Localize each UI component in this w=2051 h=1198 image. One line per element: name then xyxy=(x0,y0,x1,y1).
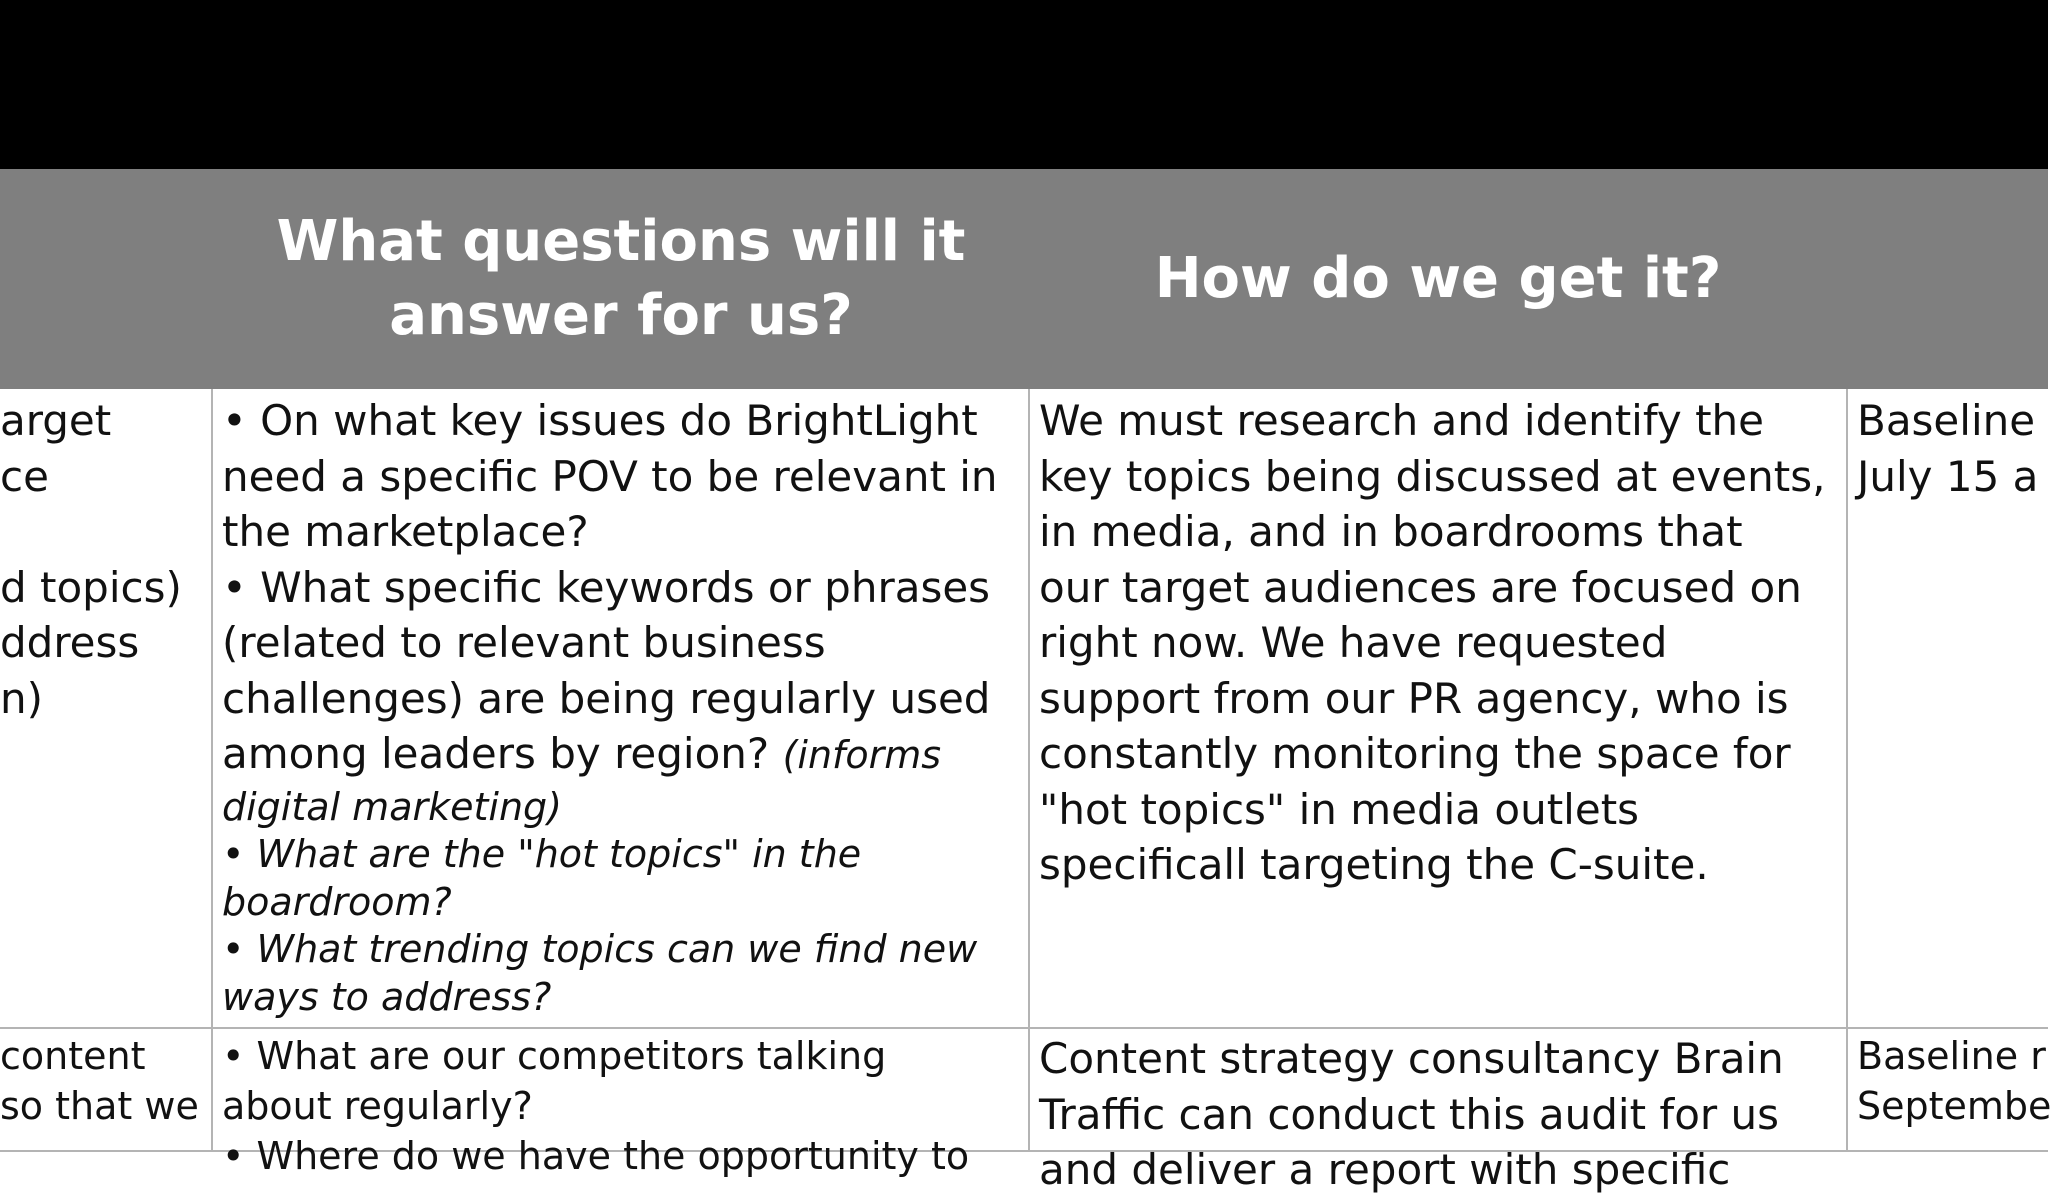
row1-questions-line: the marketplace? xyxy=(222,507,589,556)
row1-col0-line xyxy=(0,504,208,560)
row1-how-line: right now. We have requested xyxy=(1039,618,1668,667)
row1-questions-line: (related to relevant business xyxy=(222,618,826,667)
row2-questions-line: about regularly? xyxy=(222,1084,533,1128)
row2-questions-line: • What are our competitors talking xyxy=(222,1034,887,1078)
row1-questions-line: • What specific keywords or phrases xyxy=(222,562,991,612)
row2-col3-line: Baseline r xyxy=(1857,1034,2046,1078)
row1-how-line: our target audiences are focused on xyxy=(1039,562,1802,612)
row1-questions-italic-line: boardroom? xyxy=(222,879,452,924)
row1-how-line: key topics being discussed at events, xyxy=(1039,451,1826,501)
row1-col0-line: d topics) xyxy=(0,562,182,612)
row2-how-cell xyxy=(1039,1031,1839,1194)
row2-how-line: and deliver a report with specific xyxy=(1039,1145,1731,1194)
row2-col0-line: content xyxy=(0,1034,146,1078)
row1-questions-text: among leaders by region? xyxy=(222,729,783,778)
row-divider xyxy=(0,1027,2048,1029)
row1-col3-cell xyxy=(1857,393,2048,504)
row1-col3-line: Baseline xyxy=(1857,396,2036,445)
row2-questions-line: • Where do we have the opportunity to xyxy=(222,1134,970,1178)
row1-questions-italic-line: • What are the "hot topics" in the xyxy=(222,832,862,876)
row1-how-cell xyxy=(1039,393,1839,893)
row1-col3-line: July 15 a xyxy=(1857,451,2039,501)
row2-questions-cell xyxy=(222,1031,1022,1178)
row1-questions-line: need a specific POV to be relevant in xyxy=(222,451,998,501)
row2-col0-line: so that we xyxy=(0,1084,199,1128)
row2-how-line: Content strategy consultancy Brain xyxy=(1039,1034,1784,1083)
header-questions xyxy=(213,169,1029,389)
row2-col3-line: Septembe xyxy=(1857,1084,2051,1128)
row1-col0-line: ddress xyxy=(0,618,140,667)
column-divider-1 xyxy=(211,389,213,1152)
column-divider-2 xyxy=(1028,389,1030,1152)
row2-how-line: Traffic can conduct this audit for us xyxy=(1039,1089,1780,1139)
row1-how-line: support from our PR agency, who is xyxy=(1039,673,1789,723)
row1-how-line: in media, and in boardrooms that xyxy=(1039,507,1743,556)
row1-questions-italic-line: • What trending topics can we find new xyxy=(222,927,978,971)
header-questions-line1: What questions will it xyxy=(276,209,966,274)
column-divider-3 xyxy=(1846,389,1848,1152)
row2-col3-cell xyxy=(1857,1031,2051,1150)
row2-col0-cell xyxy=(0,1031,208,1150)
row1-col0-cell xyxy=(0,393,208,726)
row1-how-line: "hot topics" in media outlets xyxy=(1039,784,1640,834)
header-how xyxy=(1030,169,1846,389)
row1-col0-line: n) xyxy=(0,673,44,723)
row1-how-line: We must research and identify the xyxy=(1039,396,1765,445)
row1-questions-line xyxy=(222,726,1022,784)
slide-top-bar xyxy=(0,0,2048,169)
row1-col0-line: arget xyxy=(0,396,112,445)
row1-questions-line: • On what key issues do BrightLight xyxy=(222,396,978,445)
header-how-text: How do we get it? xyxy=(1154,246,1722,311)
row1-how-line: specificall targeting the C-suite. xyxy=(1039,840,1709,889)
row1-col0-line: ce xyxy=(0,451,49,501)
row1-questions-italic-note: (informs xyxy=(782,733,942,777)
row1-how-line: constantly monitoring the space for xyxy=(1039,729,1791,778)
row1-questions-italic-line: ways to address? xyxy=(222,974,552,1019)
row1-questions-line: challenges) are being regularly used xyxy=(222,673,991,723)
header-questions-line2: answer for us? xyxy=(389,283,853,348)
row1-questions-cell xyxy=(222,393,1022,1021)
row1-questions-italic-line: digital marketing) xyxy=(222,784,562,829)
